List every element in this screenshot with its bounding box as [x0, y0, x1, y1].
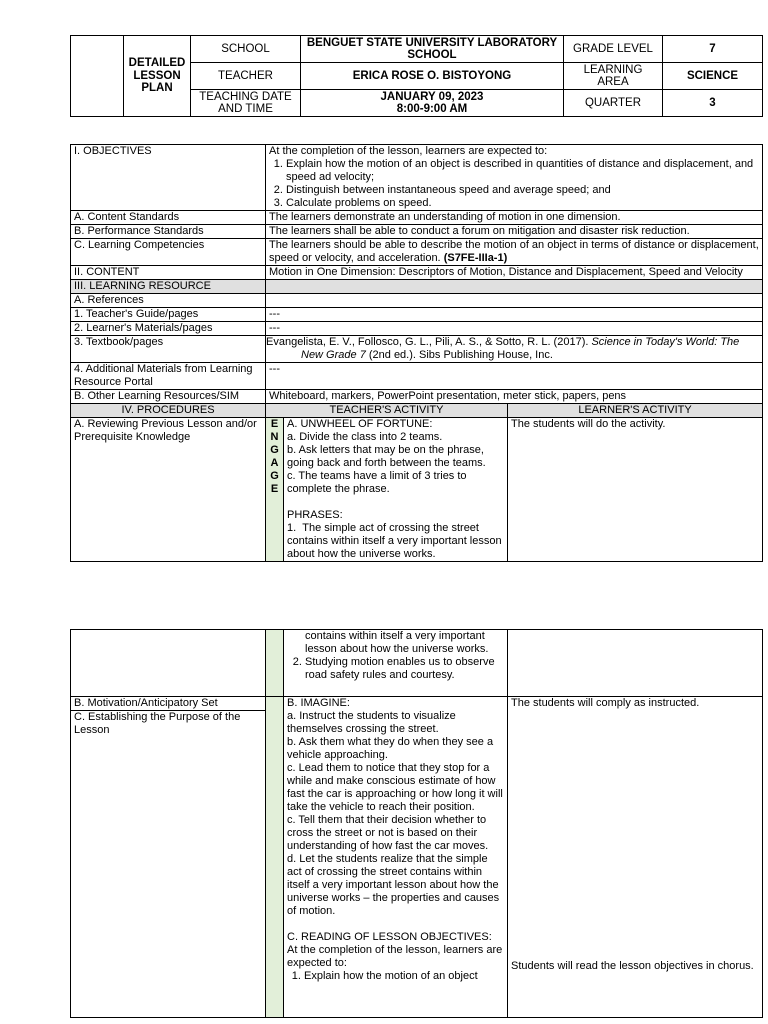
- teachers-guide-value: ---: [266, 308, 763, 322]
- learning-resource-label: III. LEARNING RESOURCE: [71, 280, 266, 294]
- content-value: Motion in One Dimension: Descriptors of Motion, Distance and Displacement, Speed and Velocity: [266, 266, 763, 280]
- learning-competencies-label: C. Learning Competencies: [71, 239, 266, 266]
- phrase-item-continued: contains within itself a very important lesson about how the universe works.: [305, 630, 489, 655]
- engage-strip-continued: [266, 630, 284, 697]
- content-standards-label: A. Content Standards: [71, 211, 266, 225]
- learners-activity-header: LEARNER'S ACTIVITY: [508, 404, 763, 418]
- objective-item: 2. Distinguish between instantaneous speed and average speed; and: [286, 184, 759, 197]
- reading-objectives-heading: C. READING OF LESSON OBJECTIVES:: [287, 931, 492, 943]
- objectives-row: [71, 145, 763, 211]
- procedures-label: IV. PROCEDURES: [71, 404, 266, 418]
- additional-materials-value: ---: [266, 363, 763, 390]
- teaching-date-value: JANUARY 09, 2023 8:00-9:00 AM: [301, 90, 564, 117]
- grade-level-value: 7: [663, 36, 763, 63]
- phrase-item: 1. The simple act of crossing the street contains within itself a very important lesson about how the universe works.: [287, 522, 502, 560]
- objectives-intro: At the completion of the lesson, learners are expected to:: [269, 145, 548, 157]
- performance-standards-label: B. Performance Standards: [71, 225, 266, 239]
- other-resources-value: Whiteboard, markers, PowerPoint presentation, meter stick, papers, pens: [266, 390, 763, 404]
- learning-area-label: LEARNING AREA: [564, 63, 663, 90]
- school-value: BENGUET STATE UNIVERSITY LABORATORY SCHOOL: [301, 36, 564, 63]
- textbook-label: 3. Textbook/pages: [71, 336, 266, 363]
- review-label-continued: [71, 630, 266, 697]
- phrases-label: PHRASES:: [287, 509, 343, 521]
- imagine-learner-activity: [508, 697, 763, 1018]
- textbook-title: Science in Today's World: The New Grade 7: [301, 336, 740, 361]
- teacher-label: TEACHER: [191, 63, 301, 90]
- teachers-activity-header: TEACHER'S ACTIVITY: [266, 404, 508, 418]
- phrases-list: [287, 656, 504, 682]
- content-standards-value: The learners demonstrate an understanding of motion in one dimension.: [266, 211, 763, 225]
- motivation-purpose-labels: [71, 697, 266, 1018]
- additional-materials-label: 4. Additional Materials from Learning Resource Portal: [71, 363, 266, 390]
- review-learner-activity: The students will do the activity.: [508, 418, 763, 562]
- header-blank-cell: [71, 36, 124, 117]
- review-lesson-label: A. Reviewing Previous Lesson and/or Prerequisite Knowledge: [71, 418, 266, 562]
- teacher-value: ERICA ROSE O. BISTOYONG: [301, 63, 564, 90]
- textbook-citation: Evangelista, E. V., Follosco, G. L., Pili, A. S., & Sotto, R. L. (2017). Science in Today's World: The New Grade 7 (2nd ed.). Sibs Publishing House, Inc.: [266, 336, 763, 363]
- review-teacher-activity: A. UNWHEEL OF FORTUNE: a. Divide the class into 2 teams. b. Ask letters that may be on the phrase, going back and forth between the teams. c. The teams have a limit of 3 tries to complete the phrase. PHRASES: 1. The simple act of crossing the street contains within itself a very important lesson about how the universe works.: [284, 418, 508, 562]
- objectives-list: [269, 158, 759, 210]
- imagine-teacher-activity: B. IMAGINE: a. Instruct the students to visualize themselves crossing the street. b. Ask them what they do when they see a vehicle approaching. c. Lead them to notice that they stop for a while and make conscious estimate of how fast the car is approaching or how long it will take the vehicle to reach their position. c. Tell them that their decision whether to cross the street or not is based on their understanding of how fast the car moves. d. Let the students realize that the simple act of crossing the street contains within itself a very important lesson about how the universe works – the properties and causes of motion. C. READING OF LESSON OBJECTIVES: At the completion of the lesson, learners are expected to: 1. Explain how the motion of an object: [284, 697, 508, 1018]
- phrase-item: 2. Studying motion enables us to observe road safety rules and courtesy.: [305, 656, 504, 682]
- document-title: DETAILED LESSON PLAN: [124, 36, 191, 117]
- performance-standards-value: The learners shall be able to conduct a forum on mitigation and disaster risk reduction.: [266, 225, 763, 239]
- learning-resource-value: [266, 280, 763, 294]
- learning-competencies-value: The learners should be able to describe the motion of an object in terms of distance or displacement, speed or velocity, and acceleration. (S7FE-IIIa-1): [266, 239, 763, 266]
- reading-objectives-intro: At the completion of the lesson, learners are expected to:: [287, 944, 503, 969]
- other-resources-label: B. Other Learning Resources/SIM: [71, 390, 266, 404]
- learners-materials-value: ---: [266, 322, 763, 336]
- objective-item: 1. Explain how the motion of an object is described in quantities of distance and displacement, and speed ad velocity;: [286, 158, 759, 184]
- engage-strip-continued: [266, 697, 284, 1018]
- lesson-plan-table: [70, 144, 763, 562]
- teaching-date-label: TEACHING DATE AND TIME: [191, 90, 301, 117]
- competency-code: (S7FE-IIIa-1): [443, 252, 508, 264]
- teachers-guide-label: 1. Teacher's Guide/pages: [71, 308, 266, 322]
- motivation-label: B. Motivation/Anticipatory Set: [74, 697, 218, 709]
- phrases-continued: [284, 630, 508, 697]
- reading-objective-item: 1. Explain how the motion of an object: [304, 970, 504, 983]
- learning-area-value: SCIENCE: [663, 63, 763, 90]
- lesson-plan-header: [70, 35, 763, 117]
- purpose-label: C. Establishing the Purpose of the Lesson: [71, 710, 265, 737]
- grade-level-label: GRADE LEVEL: [564, 36, 663, 63]
- quarter-label: QUARTER: [564, 90, 663, 117]
- reading-objectives-list: [287, 970, 504, 983]
- objective-item: 3. Calculate problems on speed.: [286, 197, 759, 210]
- objectives-value: [266, 145, 763, 211]
- school-label: SCHOOL: [191, 36, 301, 63]
- imagine-learner-text: The students will comply as instructed.: [511, 697, 700, 709]
- objectives-label: I. OBJECTIVES: [71, 145, 266, 211]
- references-label: A. References: [71, 294, 266, 308]
- lesson-plan-table-continued: [70, 629, 763, 1018]
- review-learner-continued: [508, 630, 763, 697]
- reading-learner-text: Students will read the lesson objectives in chorus.: [511, 960, 754, 972]
- engage-strip: E N G A G E: [266, 418, 284, 562]
- learners-materials-label: 2. Learner's Materials/pages: [71, 322, 266, 336]
- references-value: [266, 294, 763, 308]
- quarter-value: 3: [663, 90, 763, 117]
- content-label: II. CONTENT: [71, 266, 266, 280]
